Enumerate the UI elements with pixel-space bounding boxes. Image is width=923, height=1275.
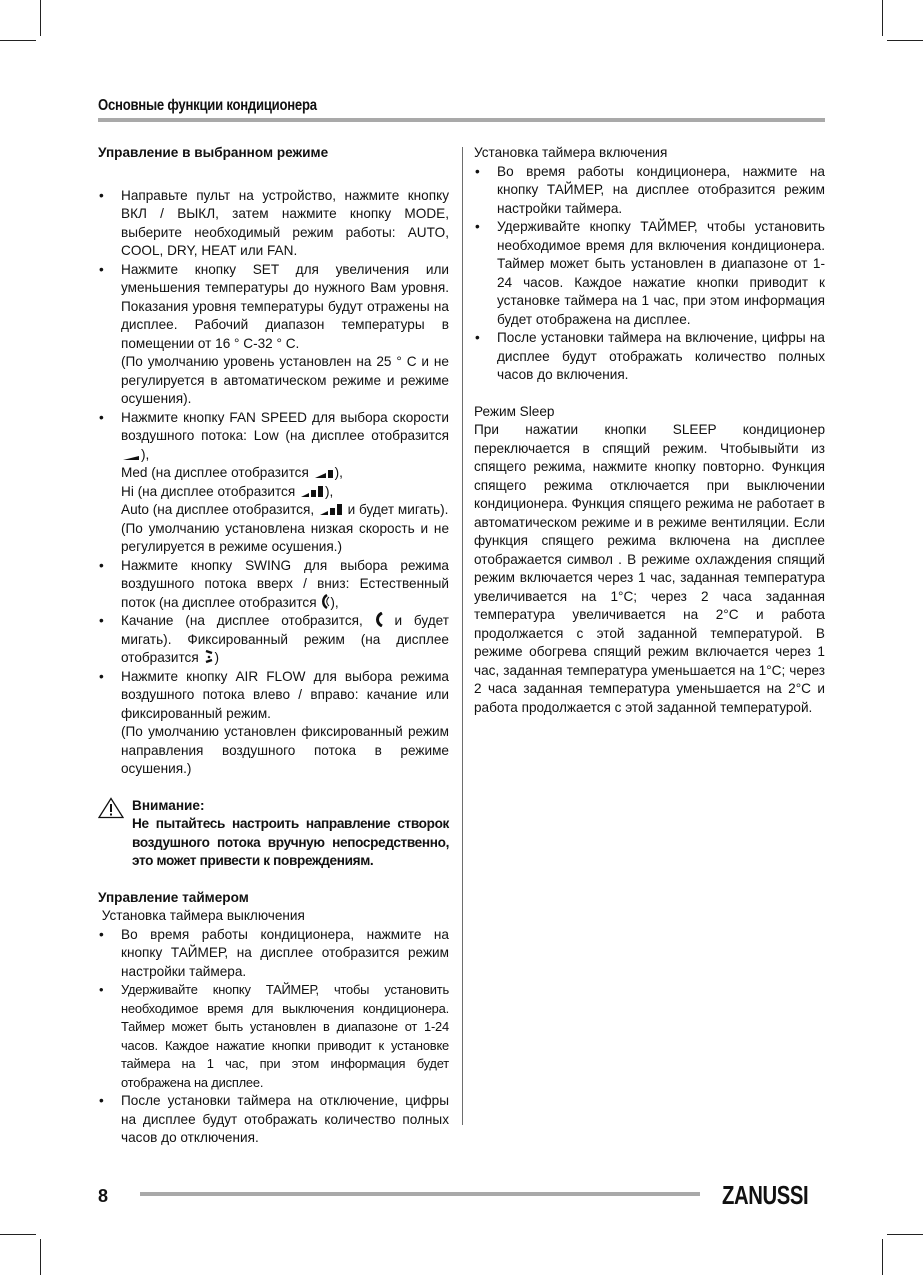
crop-mark bbox=[887, 40, 923, 41]
sleep-title: Режим Sleep bbox=[474, 403, 555, 419]
fan-speed-hi-icon bbox=[299, 485, 325, 498]
list-item: • После установки таймера на отключение, цифры на дисплее будут отображать количество полных часов до отключения. bbox=[98, 1092, 449, 1148]
list-item: • Во время работы кондиционера, нажмите на кнопку ТАЙМЕР, на дисплее отобразится режим настройки таймера. bbox=[474, 163, 825, 219]
crop-mark bbox=[887, 1234, 923, 1235]
right-column bbox=[474, 144, 825, 717]
crop-mark bbox=[40, 0, 41, 36]
left-column bbox=[98, 144, 449, 1148]
warning-block bbox=[98, 797, 449, 871]
footer-rule bbox=[140, 1192, 700, 1196]
warning-text: Не пытайтесь настроить направление створок воздушного потока вручную непосредственно, это может привести к повреждениям. bbox=[132, 816, 449, 868]
brand-logo: ZANUSSI bbox=[722, 1180, 809, 1210]
list-item: • Нажмите кнопку SET для увеличения или уменьшения температуры до нужного Вам уровня. Показания уровня температуры будут отражены на дисплее. Рабочий диапазон температуры в помещении от 16 ° С-32 ° С. (По умолчанию уровень установлен на 25 ° С и не регулируется в автоматическом режиме и режиме осушения). bbox=[98, 261, 449, 409]
crop-mark bbox=[40, 1239, 41, 1275]
list-item: • Удерживайте кнопку ТАЙМЕР, чтобы установить необходимое время для включения кондиционера. Таймер может быть установлен в диапазоне от 1-24 часов. Каждое нажатие кнопки приводит к установке таймера на 1 час, при этом информация будет отображена на дисплее. bbox=[474, 218, 825, 329]
list-item: • После установки таймера на включение, цифры на дисплее будут отображать количество полных часов до включения. bbox=[474, 329, 825, 385]
mode-section-title: Управление в выбранном режиме bbox=[98, 145, 329, 160]
warning-title: Внимание: bbox=[132, 797, 205, 813]
swing-fixed-icon bbox=[203, 649, 215, 664]
swing-oscillate-icon bbox=[375, 612, 383, 627]
page-number: 8 bbox=[98, 1186, 109, 1206]
swing-natural-icon bbox=[320, 594, 330, 609]
page-title: Основные функции кондиционера bbox=[98, 97, 317, 114]
fan-speed-med-icon bbox=[313, 467, 335, 479]
header-rule bbox=[98, 118, 825, 122]
timer-off-title: Установка таймера выключения bbox=[98, 908, 305, 923]
list-item: • Нажмите кнопку SWING для выбора режима воздушного потока вверх / вниз: Естественный поток (на дисплее отобразится ), bbox=[98, 557, 449, 613]
list-item: • Удерживайте кнопку ТАЙМЕР, чтобы установить необходимое время для выключения кондиционера. Таймер может быть установлен в диапазоне от 1-24 часов. Каждое нажатие кнопки приводит к установке таймера на 1 час, при этом информация будет отображена на дисплее. bbox=[98, 981, 449, 1092]
timer-on-list bbox=[474, 163, 825, 385]
timer-on-title: Установка таймера включения bbox=[474, 145, 668, 160]
timer-section-title: Управление таймером bbox=[98, 889, 249, 905]
mode-list bbox=[98, 187, 449, 779]
timer-off-list bbox=[98, 926, 449, 1148]
list-item: • Качание (на дисплее отобразится, и будет мигать). Фиксированный режим (на дисплее отобразится ) bbox=[98, 612, 449, 668]
column-divider bbox=[462, 147, 463, 1125]
crop-mark bbox=[882, 1239, 883, 1275]
list-item: • Во время работы кондиционера, нажмите на кнопку ТАЙМЕР, на дисплее отобразится режим настройки таймера. bbox=[98, 926, 449, 982]
list-item: • Направьте пульт на устройство, нажмите кнопку ВКЛ / ВЫКЛ, затем нажмите кнопку MODE, выберите необходимый режим работы: AUTO, COOL, DRY, HEAT или FAN. bbox=[98, 187, 449, 261]
fan-speed-low-icon bbox=[121, 451, 141, 461]
crop-mark bbox=[882, 0, 883, 36]
list-item: • Нажмите кнопку FAN SPEED для выбора скорости воздушного потока: Low (на дисплее отобразится ), Med (на дисплее отобразится ), Hi (на дисплее отобразится ), Auto (на дисплее отобразится, и будет мигать). (По умолчанию установлена низкая скорость и не регулируется в режиме осушения.) bbox=[98, 409, 449, 557]
sleep-text: При нажатии кнопки SLEEP кондиционер переключается в спящий режим. Чтобывыйти из спящего режима, нажмите кнопку повторно. Функция спящего режима отключается при выключении кондиционера. Функция спящего режима не работает в автоматическом режиме и в режиме вентиляции. Если функция спящего режима включена на дисплее отображается символ . В режиме охлаждения спящий режим включается через 1 час, заданная температура увеличивается на 1°С; через 2 часа заданная температура увеличивается на 2°С и работа продолжается с этой заданной температурой. В режиме обогрева спящий режим включается через 1 час, заданная температура уменьшается на 1°С; через 2 часа заданная температура уменьшается на 2°С и работа продолжается с этой заданной температурой. bbox=[474, 422, 825, 715]
list-item: • Нажмите кнопку AIR FLOW для выбора режима воздушного потока влево / вправо: качание или фиксированный режим. (По умолчанию установлен фиксированный режим направления воздушного потока в режиме осушения.) bbox=[98, 668, 449, 779]
crop-mark bbox=[0, 1234, 36, 1235]
warning-triangle-icon bbox=[98, 797, 124, 819]
fan-speed-auto-icon bbox=[318, 503, 344, 516]
crop-mark bbox=[0, 40, 36, 41]
